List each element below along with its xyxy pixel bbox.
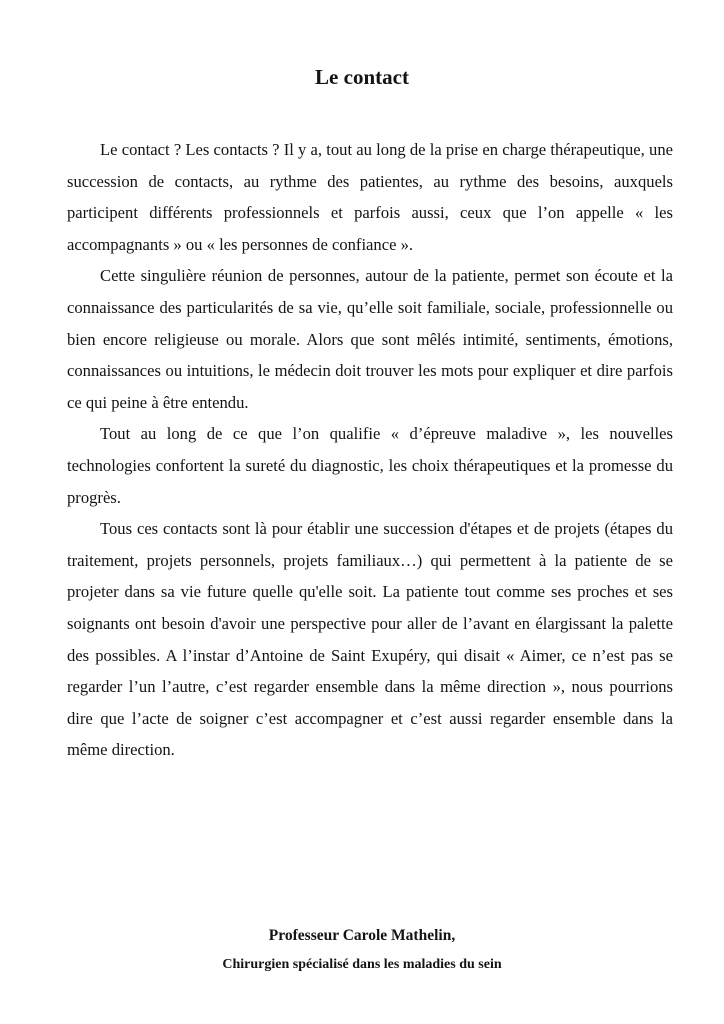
page-title: Le contact [315,65,409,89]
paragraph-2: Cette singulière réunion de personnes, autour de la patiente, permet son écoute et la connaissance des particularités de sa vie, qu’elle soit familiale, sociale, professionnelle ou bien encore religieuse ou morale. Alors que sont mêlés intimité, sentiments, émotions, connaissances ou intuitions, le médecin doit trouver les mots pour expliquer et dire parfois ce qui peine à être entendu. [67,266,673,412]
paragraph-3: Tout au long de ce que l’on qualifie « d’épreuve maladive », les nouvelles technologies confortent la sureté du diagnostic, les choix thérapeutiques et la promesse du progrès. [67,424,673,507]
signature-name: Professeur Carole Mathelin, [268,927,456,944]
signature-block [0,925,724,975]
paragraph-4: Tous ces contacts sont là pour établir une succession d'étapes et de projets (étapes du traitement, projets personnels, projets familiaux…) qui permettent à la patiente de se projeter dans sa vie future quelle qu'elle soit. La patiente tout comme ses proches et ses soignants ont besoin d'avoir une perspective pour aller de l’avant en élargissant la palette des possibles. A l’instar d’Antoine de Saint Exupéry, qui disait « Aimer, ce n’est pas se regarder l’un l’autre, c’est regarder ensemble dans la même direction », nous pourrions dire que l’acte de soigner c’est accompagner et c’est aussi regarder ensemble dans la même direction. [67,519,673,760]
document-body [67,134,673,766]
paragraph-1: Le contact ? Les contacts ? Il y a, tout au long de la prise en charge thérapeutique, une succession de contacts, au rythme des patientes, au rythme des besoins, auxquels participent différents professionnels et parfois aussi, ceux que l’on appelle « les accompagnants » ou « les personnes de confiance ». [67,140,673,254]
signature-role: Chirurgien spécialisé dans les maladies du sein [222,957,502,972]
